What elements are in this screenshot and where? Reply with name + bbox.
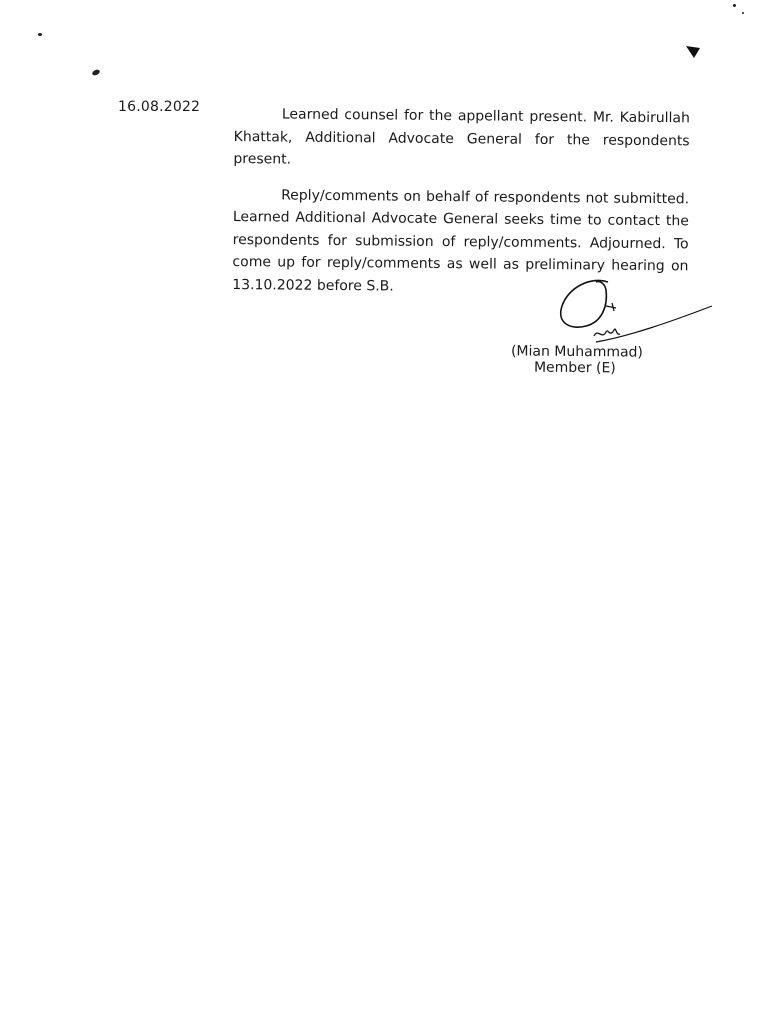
scan-speck	[742, 12, 744, 14]
signatory-name: (Mian Muhammad)	[510, 343, 644, 361]
scan-speck	[38, 33, 42, 36]
scan-mark	[686, 44, 702, 60]
order-paragraph: Reply/comments on behalf of respondents not submitted. Learned Additional Advocate General seeks time to contact the respondents for submission of reply/comments. Adjourned. To come up for reply/comments as well as preliminary hearing on 13.10.2022 before S.B.	[232, 186, 690, 295]
signatory-designation: Member (E)	[533, 359, 616, 377]
order-date: 16.08.2022	[118, 99, 201, 115]
order-paragraph: Learned counsel for the appellant present. Mr. Kabirullah Khattak, Additional Advocate General for the respondents present.	[233, 106, 690, 168]
scan-speck	[733, 4, 736, 7]
scan-speck	[91, 69, 100, 77]
handwritten-signature	[550, 270, 720, 350]
